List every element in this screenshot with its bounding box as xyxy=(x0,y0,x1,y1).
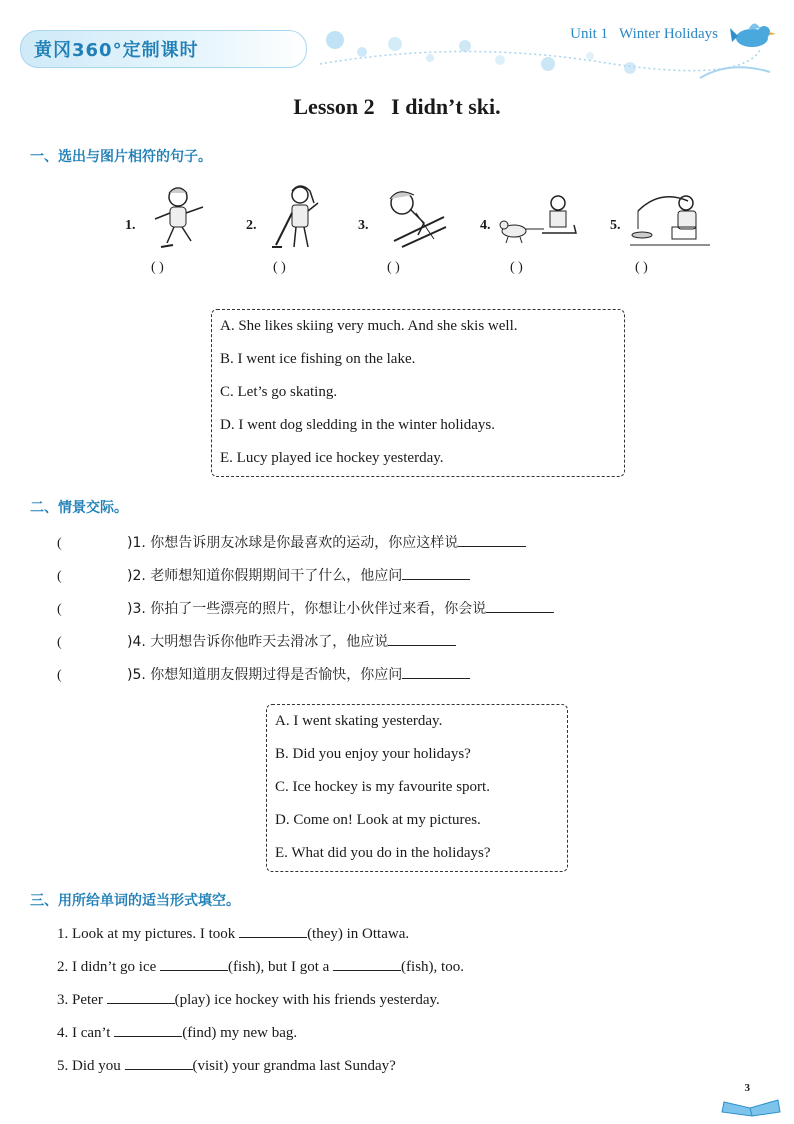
answer-line[interactable] xyxy=(107,991,175,1004)
dog-sledding-icon xyxy=(496,183,580,253)
option-c: C. Ice hockey is my favourite sport. xyxy=(275,779,490,795)
answer-line[interactable] xyxy=(160,958,228,971)
answer-line[interactable] xyxy=(486,600,554,613)
page-header xyxy=(0,0,794,90)
option-b: B. Did you enjoy your holidays? xyxy=(275,746,471,762)
answer-line[interactable] xyxy=(388,633,456,646)
picture-number: 1. xyxy=(125,218,136,233)
question-row: ( )1. 你想告诉朋友冰球是你最喜欢的运动，你应这样说 xyxy=(57,532,526,552)
fill-item: 1. Look at my pictures. I took (they) in Ottawa. xyxy=(57,926,410,942)
question-row: ( )5. 你想知道朋友假期过得是否愉快，你应问 xyxy=(57,664,470,684)
section3-heading: 三、用所给单词的适当形式填空。 xyxy=(30,893,240,909)
answer-blank[interactable]: ( ) xyxy=(151,260,164,275)
answer-line[interactable] xyxy=(114,1024,182,1037)
fill-item: 4. I can’t (find) my new bag. xyxy=(57,1025,298,1041)
section2-options-box xyxy=(266,704,568,872)
option-d: D. Come on! Look at my pictures. xyxy=(275,812,481,828)
picture-number: 2. xyxy=(246,218,257,233)
answer-line[interactable] xyxy=(402,666,470,679)
answer-blank[interactable]: ( ) xyxy=(510,260,523,275)
bird-icon xyxy=(728,16,778,56)
girl-skating-icon xyxy=(143,183,213,253)
answer-blank[interactable]: ( ) xyxy=(273,260,286,275)
option-e: E. Lucy played ice hockey yesterday. xyxy=(220,450,444,466)
question-row: ( )3. 你拍了一些漂亮的照片，你想让小伙伴过来看，你会说 xyxy=(57,598,554,618)
lesson-title: Lesson 2 I didn’t ski. xyxy=(293,94,501,119)
ice-fishing-icon xyxy=(630,183,712,253)
picture-number: 5. xyxy=(610,218,621,233)
answer-line[interactable] xyxy=(125,1057,193,1070)
fill-item: 3. Peter (play) ice hockey with his friends yesterday. xyxy=(57,992,440,1008)
question-row: ( )2. 老师想知道你假期期间干了什么，他应问 xyxy=(57,565,470,585)
option-d: D. I went dog sledding in the winter holidays. xyxy=(220,417,495,433)
option-c: C. Let’s go skating. xyxy=(220,384,338,400)
option-b: B. I went ice fishing on the lake. xyxy=(220,351,416,367)
brand-title: 黄冈360°定制课时 xyxy=(34,40,199,61)
unit-title: Unit 1 Winter Holidays xyxy=(570,26,718,42)
girl-ice-hockey-icon xyxy=(262,183,332,253)
answer-line[interactable] xyxy=(333,958,401,971)
option-a: A. She likes skiing very much. And she skis well. xyxy=(220,318,518,334)
question-row: ( )4. 大明想告诉你他昨天去滑冰了，他应说 xyxy=(57,631,456,651)
answer-line[interactable] xyxy=(402,567,470,580)
section1-heading: 一、选出与图片相符的句子。 xyxy=(30,149,212,165)
answer-line[interactable] xyxy=(458,534,526,547)
fill-item: 5. Did you (visit) your grandma last Sunday? xyxy=(57,1058,396,1074)
answer-line[interactable] xyxy=(239,925,307,938)
picture-number: 4. xyxy=(480,218,491,233)
page-number: 3 xyxy=(744,1082,750,1094)
boy-skiing-icon xyxy=(374,183,450,253)
fill-item: 2. I didn’t go ice (fish), but I got a (fish), too. xyxy=(57,959,464,975)
option-a: A. I went skating yesterday. xyxy=(275,713,443,729)
answer-blank[interactable]: ( ) xyxy=(635,260,648,275)
option-e: E. What did you do in the holidays? xyxy=(275,845,491,861)
section1-options-box xyxy=(211,309,625,477)
section2-heading: 二、情景交际。 xyxy=(30,500,128,516)
picture-number: 3. xyxy=(358,218,369,233)
answer-blank[interactable]: ( ) xyxy=(387,260,400,275)
book-icon xyxy=(720,1094,784,1118)
